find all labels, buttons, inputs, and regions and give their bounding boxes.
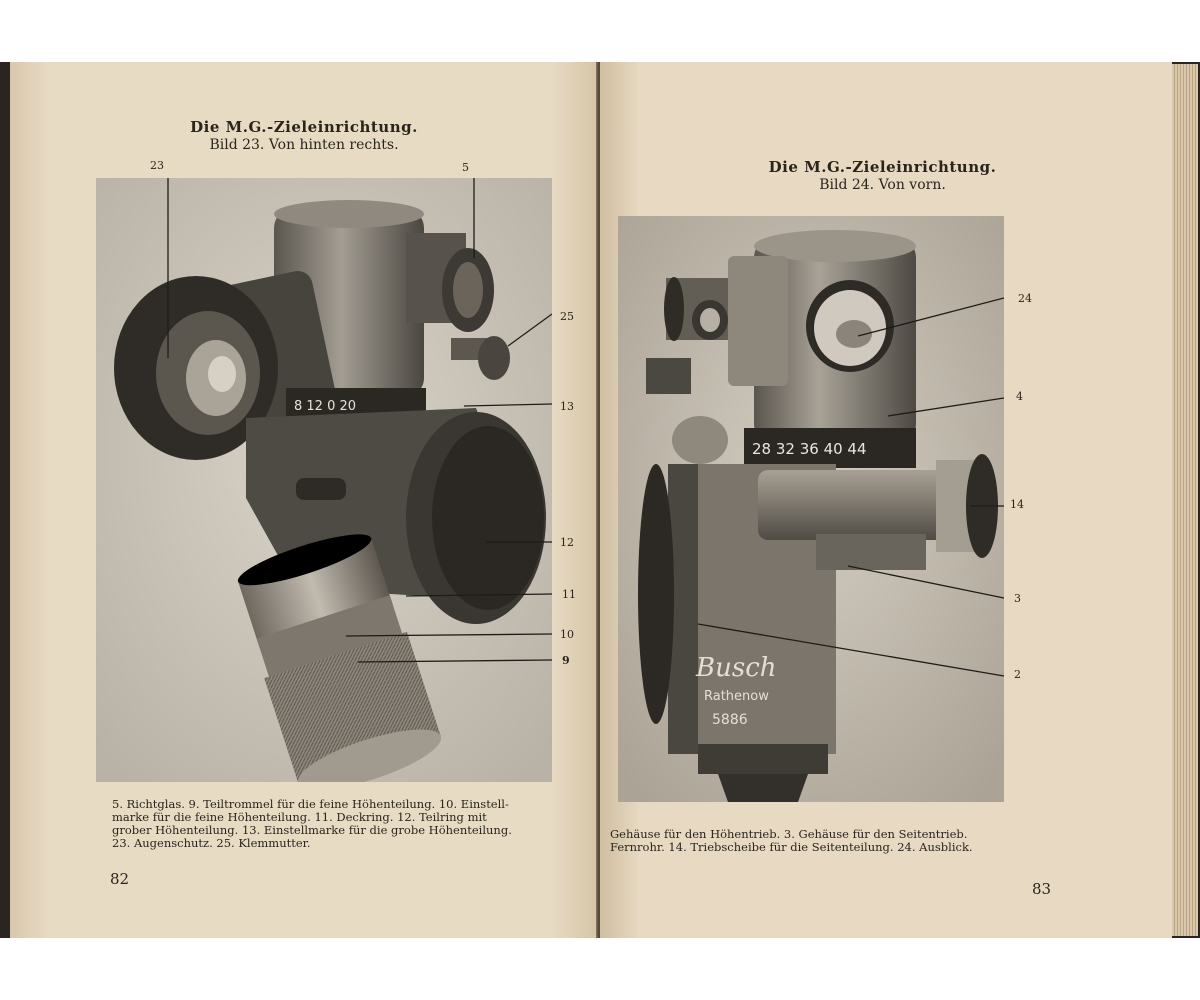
right-page-heading: Die M.G.-Zieleinrichtung. bbox=[768, 158, 997, 176]
label-25: 25 bbox=[560, 310, 574, 323]
caption-line: Fernrohr. 14. Triebscheibe für die Seitenteilung. 24. Ausblick. bbox=[610, 840, 973, 854]
left-page-heading: Die M.G.-Zieleinrichtung. bbox=[190, 118, 418, 136]
photo-sight-front bbox=[618, 216, 1004, 802]
label-12: 12 bbox=[560, 536, 574, 549]
maker-script: Busch bbox=[696, 653, 777, 683]
label-14: 14 bbox=[1010, 498, 1024, 511]
right-page-caption bbox=[610, 828, 1040, 854]
caption-line: 5. Richtglas. 9. Teiltrommel für die feine Höhenteilung. 10. Einstell- bbox=[112, 797, 509, 811]
left-dial-scale: 8 12 0 20 bbox=[294, 399, 357, 414]
label-10: 10 bbox=[560, 628, 574, 641]
right-page bbox=[600, 62, 1172, 938]
left-page-number: 82 bbox=[110, 870, 130, 888]
open-book bbox=[0, 62, 1200, 938]
label-3: 3 bbox=[1014, 592, 1021, 605]
label-5: 5 bbox=[462, 161, 469, 174]
label-24: 24 bbox=[1018, 292, 1032, 305]
label-4: 4 bbox=[1016, 390, 1023, 403]
left-page bbox=[10, 62, 598, 938]
right-dial-scale: 28 32 36 40 44 bbox=[752, 440, 867, 458]
label-9: 9 bbox=[562, 654, 570, 667]
left-page-subheading: Bild 23. Von hinten rechts. bbox=[209, 137, 399, 153]
caption-line: 23. Augenschutz. 25. Klemmutter. bbox=[112, 836, 311, 850]
caption-line: Gehäuse für den Höhentrieb. 3. Gehäuse für den Seitentrieb. bbox=[610, 827, 968, 841]
right-page-number: 83 bbox=[1032, 880, 1052, 898]
caption-line: grober Höhenteilung. 13. Einstellmarke für die grobe Höhenteilung. bbox=[112, 823, 512, 837]
label-2: 2 bbox=[1014, 668, 1021, 681]
page-edges bbox=[1172, 64, 1198, 936]
serial-number: 5886 bbox=[712, 712, 748, 728]
label-13: 13 bbox=[560, 400, 574, 413]
label-11: 11 bbox=[562, 588, 576, 601]
photo-sight-rear-right bbox=[96, 178, 552, 782]
label-23: 23 bbox=[150, 159, 164, 172]
caption-line: marke für die feine Höhenteilung. 11. Deckring. 12. Teilring mit bbox=[112, 810, 487, 824]
left-page-caption bbox=[112, 798, 574, 850]
maker-city: Rathenow bbox=[704, 689, 769, 704]
right-page-subheading: Bild 24. Von vorn. bbox=[819, 177, 946, 193]
